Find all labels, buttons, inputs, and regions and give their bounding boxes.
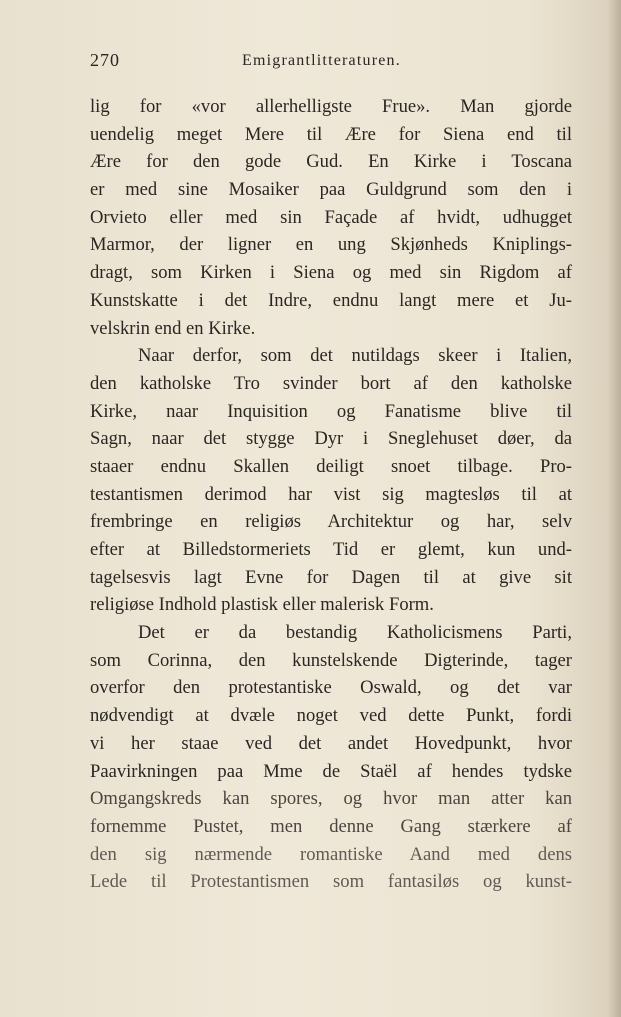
text-line: dragt, som Kirken i Siena og med sin Rigdom af [90, 262, 572, 284]
text-line: uendelig meget Mere til Ære for Siena end til [90, 123, 572, 145]
text-line: Lede til Protestantismen som fantasiløs og kunst- [90, 871, 572, 893]
text-line: efter at Billedstormeriets Tid er glemt, kun und- [90, 539, 572, 560]
text-line: nødvendigt at dvæle noget ved dette Punkt, fordi [90, 705, 572, 727]
text-line: den katholske Tro svinder bort af den katholske [90, 372, 572, 394]
text-line: fornemme Pustet, men denne Gang stærkere af [90, 815, 572, 837]
text-line: Omgangskreds kan spores, og hvor man atter kan [90, 788, 572, 810]
page-gutter-shadow [607, 0, 621, 1017]
text-line: overfor den protestantiske Oswald, og det var [90, 677, 572, 699]
text-line: tagelsesvis lagt Evne for Dagen til at give sit [90, 566, 572, 588]
paragraph-start-line: Det er da bestandig Katholicismens Parti, [138, 622, 572, 644]
text-line: Kirke, naar Inquisition og Fanatisme blive til [90, 400, 572, 422]
text-line: vi her staae ved det andet Hovedpunkt, hvor [90, 732, 572, 754]
text-line: frembringe en religiøs Architektur og har, selv [90, 511, 572, 533]
body-text [90, 93, 572, 896]
text-line: testantismen derimod har vist sig magtesløs til at [90, 483, 572, 505]
text-line: staaer endnu Skallen deiligt snoet tilbage. Pro- [90, 455, 572, 477]
text-line: Paavirkningen paa Mme de Staël af hendes tydske [90, 760, 572, 782]
text-line: er med sine Mosaiker paa Guldgrund som den i [90, 179, 572, 201]
text-line: Sagn, naar det stygge Dyr i Sneglehuset døer, da [90, 428, 572, 450]
text-line: Kunstskatte i det Indre, endnu langt mere et Ju- [90, 289, 572, 311]
text-line: den sig nærmende romantiske Aand med dens [90, 843, 572, 865]
text-line: lig for «vor allerhelligste Frue». Man gjorde [90, 96, 572, 117]
text-line: som Corinna, den kunstelskende Digterinde, tager [90, 649, 572, 671]
text-line: religiøse Indhold plastisk eller malerisk Form. [90, 594, 434, 616]
text-line: Orvieto eller med sin Façade af hvidt, udhugget [90, 206, 572, 228]
paragraph-start-line: Naar derfor, som det nutildags skeer i Italien, [138, 345, 572, 367]
running-title: Emigrantlitteraturen. [242, 52, 401, 69]
page-header [90, 50, 570, 74]
text-line: Ære for den gode Gud. En Kirke i Toscana [90, 151, 572, 173]
text-line: Marmor, der ligner en ung Skjønheds Kniplings- [90, 234, 572, 256]
text-line: velskrin end en Kirke. [90, 317, 256, 339]
page-number: 270 [90, 50, 120, 70]
